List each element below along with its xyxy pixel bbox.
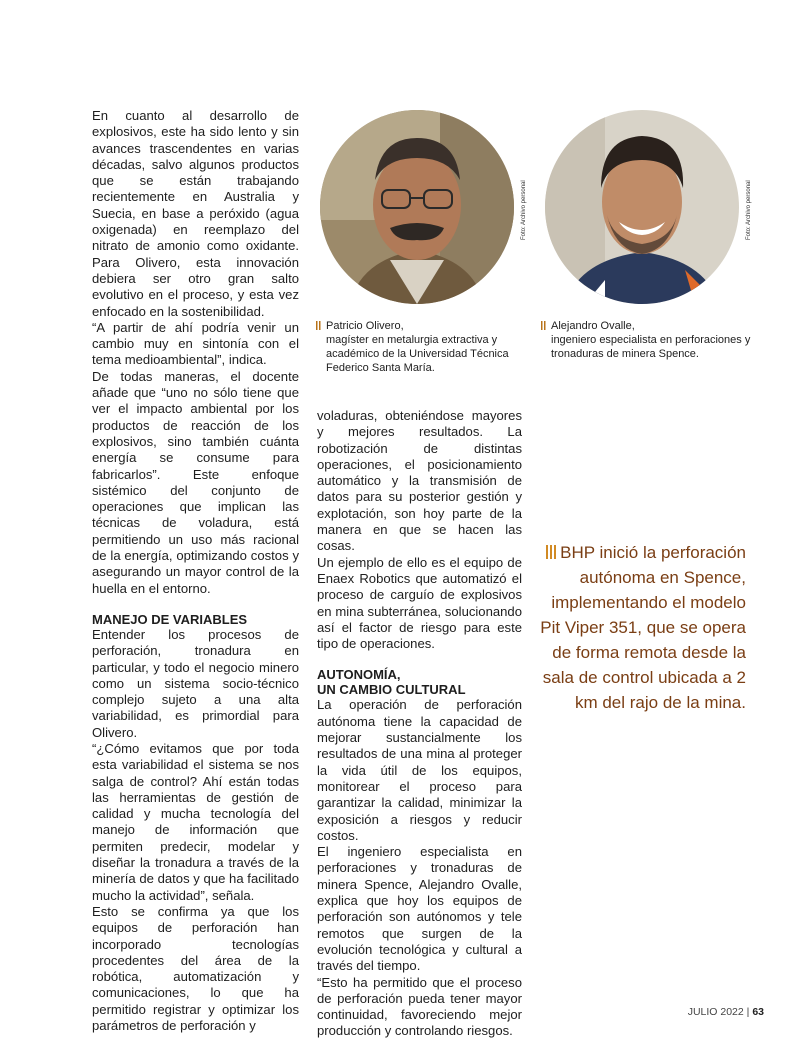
- photo-caption-olivero: [316, 319, 516, 375]
- article-column-1: [92, 108, 299, 1034]
- paragraph: El ingeniero especialista en perforaciones y tronaduras de minera Spence, Alejandro Ovalle, explica que hoy los equipos de perforación son autónomos y tele remotos que surgen de la evolución tecnológica y cultural a través del tiempo.: [317, 844, 522, 974]
- paragraph: “A partir de ahí podría venir un cambio muy en sintonía con el tema medioambiental”, indica.: [92, 319, 299, 368]
- photo-caption-ovalle: [541, 319, 756, 361]
- paragraph: voladuras, obteniéndose mayores y mejores resultados. La robotización de distintas operaciones, el posicionamiento automático y la transmisión de datos para su posterior gestión y explotación, son hoy parte de la manera en que se hacen las cosas.: [317, 408, 522, 554]
- section-heading: AUTONOMÍA,: [317, 667, 401, 683]
- issue-date: JULIO 2022: [687, 1006, 744, 1018]
- page-number: 63: [752, 1006, 764, 1018]
- portrait-image: [545, 110, 739, 304]
- article-column-2: [317, 408, 522, 1040]
- paragraph: Entender los procesos de perforación, tronadura en particular, y todo el negocio minero como un sistema socio-técnico complejo sujeto a una alta variabilidad, es primordial para Olivero.: [92, 626, 299, 740]
- section-heading: UN CAMBIO CULTURAL: [317, 682, 466, 698]
- caption-name: Patricio Olivero,: [326, 320, 404, 332]
- paragraph: Esto se confirma ya que los equipos de perforación han incorporado tecnologías procedentes del área de la robótica, automatización y comunicaciones, lo que ha permitido registrar y optimizar los parámetros de perforación y: [92, 903, 299, 1034]
- paragraph: De todas maneras, el docente añade que “uno no sólo tiene que ver el impacto ambiental por los productos de reacción de los explosivos, sino también cuánta energía se consume para fabricarlos”. Este enfoque sistémico del conjunto de operaciones que implican las técnicas de voladura, está permitiendo un uso más racional de la energía, optimizando costos y asegurando un mayor control de la huella en el entorno.: [92, 368, 299, 596]
- section-heading: MANEJO DE VARIABLES: [92, 611, 248, 627]
- caption-name: Alejandro Ovalle,: [551, 320, 635, 332]
- paragraph: “Esto ha permitido que el proceso de perforación pueda tener mayor continuidad, favoreciendo mejor producción y controlando riesgos.: [317, 974, 522, 1039]
- paragraph: La operación de perforación autónoma tiene la capacidad de mejorar sustancialmente los resultados de una mina al proteger la vida útil de los equipos, monitorear el proceso para garantizar la calidad, minimizar la exposición a riesgos y reducir costos.: [317, 697, 522, 843]
- pull-quote: [540, 540, 746, 715]
- page-footer: JULIO 2022 | 63: [687, 1006, 764, 1018]
- paragraph: En cuanto al desarrollo de explosivos, este ha sido lento y sin avances trascendentes en varias décadas, salvo algunos productos que se están trabajando recientemente en Australia y Suecia, en base a peróxido (agua oxigenada) en reemplazo del nitrato de amonio como oxidante. Para Olivero, esta innovación debiera ser otro gran salto evolutivo en el proceso, y esta vez enfocado en la sostenibilidad.: [92, 108, 299, 319]
- photo-credit: Foto: Archivo personal: [746, 180, 752, 240]
- caption-description: ingeniero especialista en perforaciones y tronaduras de minera Spence.: [551, 334, 751, 360]
- caption-marker-icon: [316, 321, 322, 330]
- portrait-image: [320, 110, 514, 304]
- pull-quote-text: BHP inició la perforación autónoma en Spence, implementando el modelo Pit Viper 351, que se opera de forma remota desde la sala de control ubicada a 2 km del rajo de la mina.: [540, 543, 746, 712]
- portrait-photo-olivero: [320, 110, 514, 304]
- quote-marker-icon: [546, 545, 556, 559]
- caption-marker-icon: [541, 321, 547, 330]
- photo-credit: Foto: Archivo personal: [521, 180, 527, 240]
- paragraph: Un ejemplo de ello es el equipo de Enaex Robotics que automatizó el proceso de carguío de explosivos en mina subterránea, solucionando así el factor de riesgo para este tipo de operaciones.: [317, 554, 522, 652]
- portrait-photo-ovalle: [545, 110, 739, 304]
- paragraph: “¿Cómo evitamos que por toda esta variabilidad el sistema se nos salga de control? Ahí están todas las herramientas de gestión de calidad y mucha tecnología del manejo de información que permiten predecir, modelar y diseñar la tronadura a través de la minería de datos y que ha facilitado mucho la actividad”, señala.: [92, 740, 299, 903]
- caption-description: magíster en metalurgia extractiva y académico de la Universidad Técnica Federico Santa María.: [326, 334, 509, 374]
